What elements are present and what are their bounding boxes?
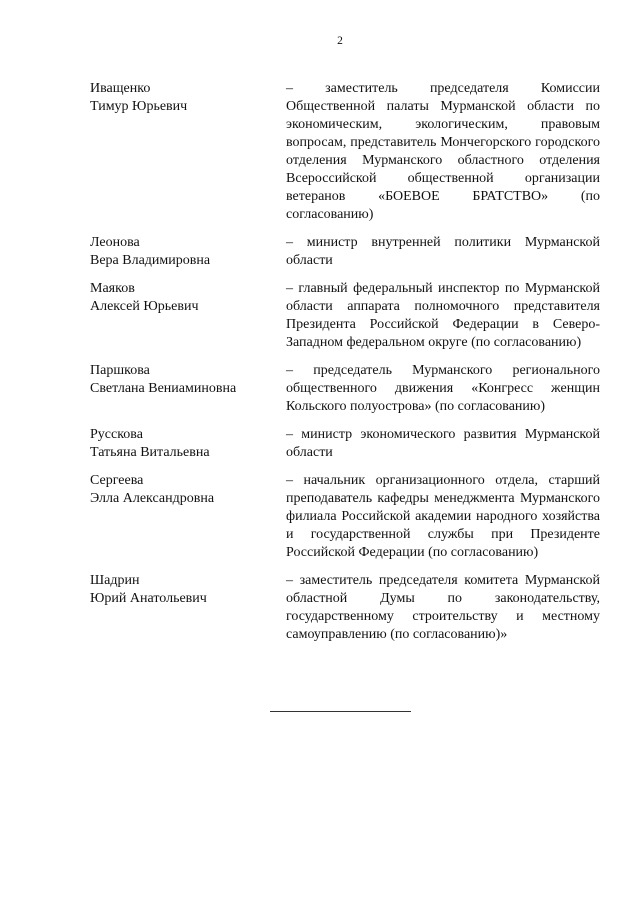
member-role: – заместитель председателя Комиссии Общественной палаты Мурманской области по экономическим, экологическим, правовым вопросам, представитель Мончегорского городского отделения Мурманского областного отделения Всероссийской общественной организации ветеранов «БОЕВОЕ БРАТСТВО» (по согласованию) [286,81,600,222]
member-name [90,426,286,462]
member-given-names: Алексей Юрьевич [90,299,199,314]
list-item [90,426,600,462]
member-role: – главный федеральный инспектор по Мурманской области аппарата полномочного представителя Президента Российской Федерации в Северо-Западном федеральном округе (по согласованию) [286,281,600,350]
list-item [90,234,600,270]
member-given-names: Элла Александровна [90,491,215,506]
member-given-names: Юрий Анатольевич [90,591,207,606]
list-item [90,80,600,224]
list-item [90,572,600,644]
member-surname: Леонова [90,235,140,250]
list-item [90,280,600,352]
member-surname: Иващенко [90,81,151,96]
member-name [90,280,286,316]
member-name [90,234,286,270]
member-surname: Русскова [90,427,143,442]
member-role: – заместитель председателя комитета Мурманской областной Думы по законодательству, государственному строительству и местному самоуправлению (по согласованию)» [286,573,600,642]
member-surname: Сергеева [90,473,144,488]
member-name [90,362,286,398]
member-list [90,80,600,654]
member-name [90,80,286,116]
member-surname: Шадрин [90,573,140,588]
member-role: – министр экономического развития Мурманской области [286,427,600,460]
end-divider [270,711,411,712]
member-given-names: Татьяна Витальевна [90,445,210,460]
member-role: – председатель Мурманского регионального общественного движения «Конгресс женщин Кольского полуострова» (по согласованию) [286,363,600,414]
member-name [90,572,286,608]
member-given-names: Светлана Вениаминовна [90,381,237,396]
member-given-names: Вера Владимировна [90,253,211,268]
page-number: 2 [337,35,343,47]
list-item [90,472,600,562]
member-name [90,472,286,508]
member-role: – начальник организационного отдела, старший преподаватель кафедры менеджмента Мурманского филиала Российской академии народного хозяйства и государственной службы при Президенте Российской Федерации (по согласованию) [286,473,600,560]
member-given-names: Тимур Юрьевич [90,99,188,114]
list-item [90,362,600,416]
member-role: – министр внутренней политики Мурманской области [286,235,600,268]
member-surname: Паршкова [90,363,150,378]
member-surname: Маяков [90,281,135,296]
